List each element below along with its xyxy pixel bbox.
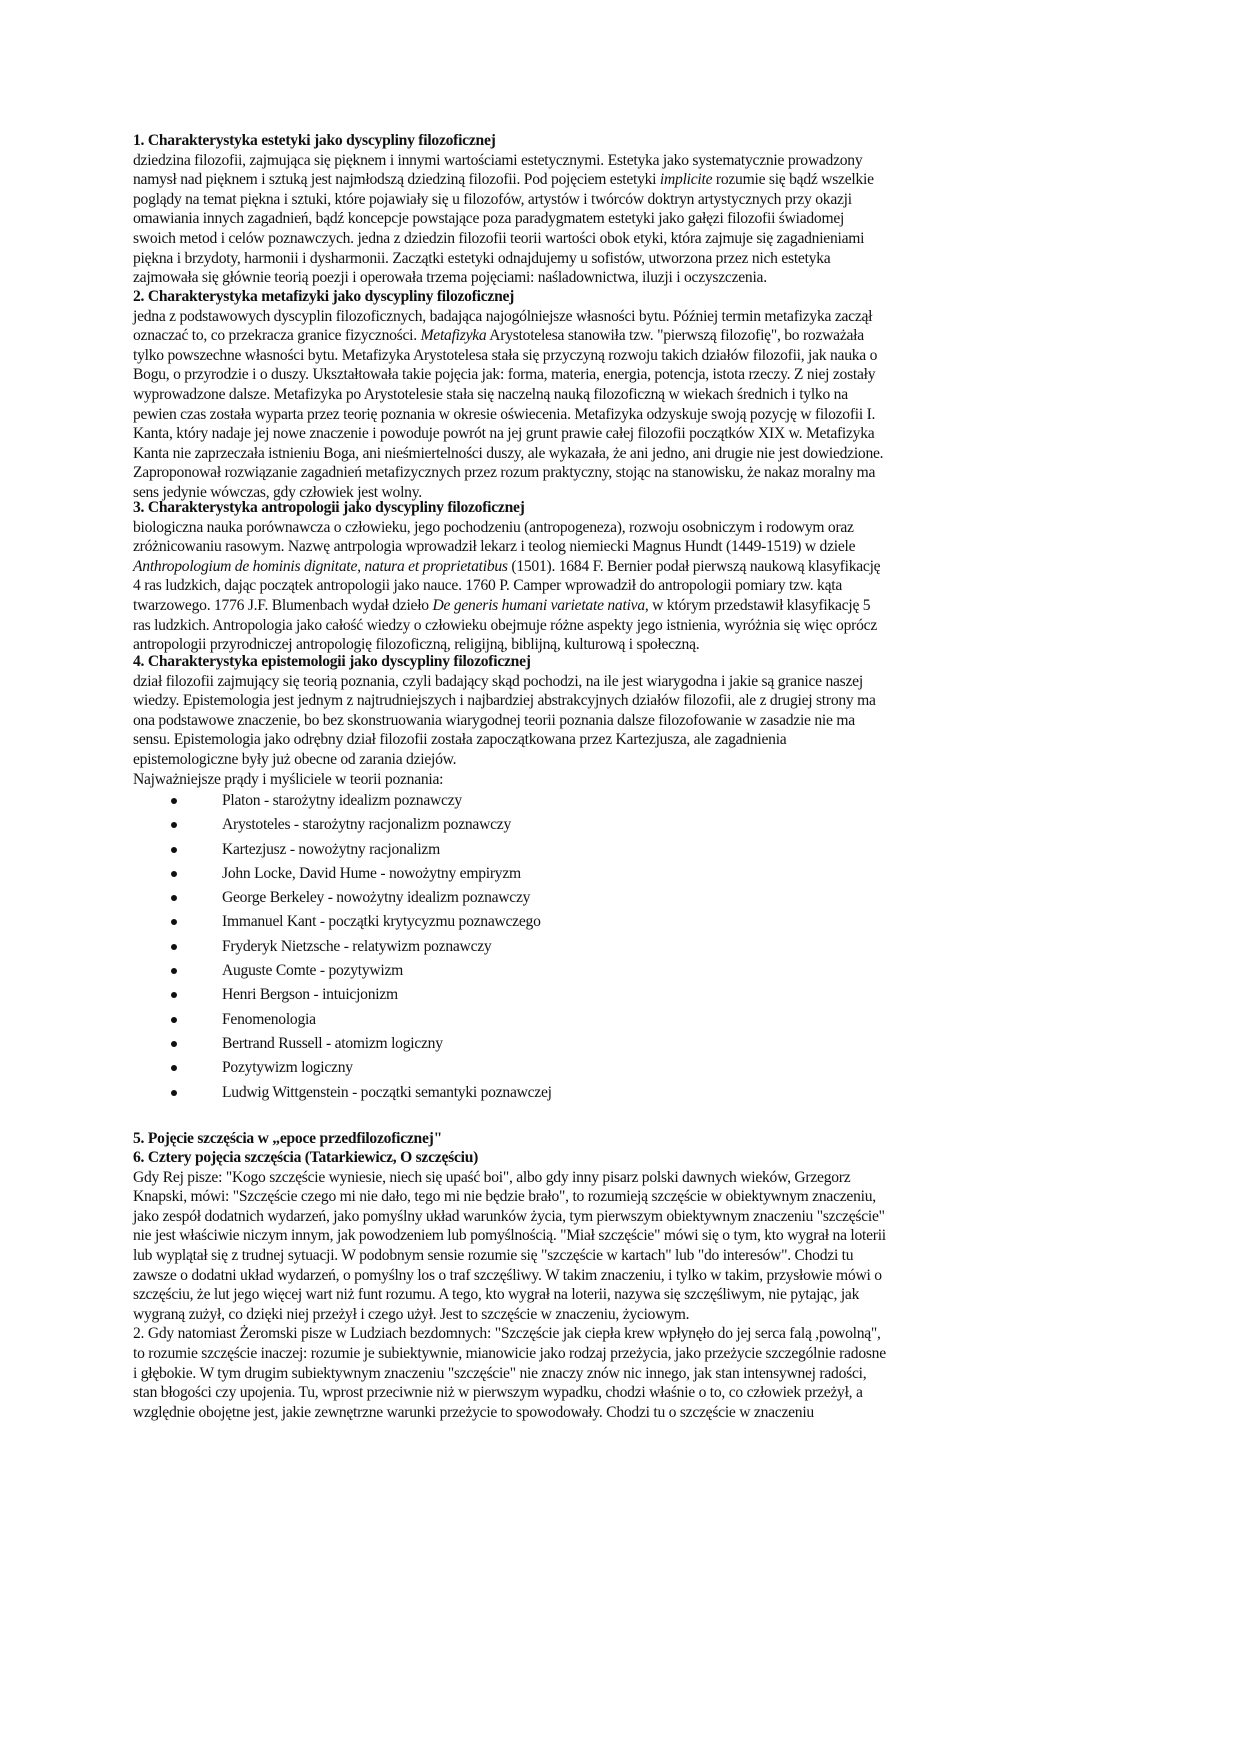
text-line: sensu. Epistemologia jako odrębny dział filozofii została zapoczątkowana przez Kartezjusza, ale zagadnienia <box>133 731 787 749</box>
list-item-text: Arystoteles - starożytny racjonalizm poznawczy <box>222 816 511 834</box>
list-item <box>133 886 1013 910</box>
list-item-text: Fenomenologia <box>222 1010 316 1028</box>
bullet-icon <box>171 919 177 925</box>
bullet-icon <box>171 822 177 828</box>
text-line: Bogu, o przyrodzie i o duszy. Ukształtowała takie pojęcia jak: forma, materia, energia, potencja, istota rzeczy. Z niej zostały <box>133 366 876 384</box>
thinkers-list <box>133 789 1013 1105</box>
text-line: szczęściu, że lut jego więcej wart niż funt rozumu. A tego, kto wygrał na loterii, nazywa się szczęśliwym, nie pytając, jak <box>133 1286 860 1304</box>
text-line: piękna i brzydoty, harmonii i dysharmonii. Zaczątki estetyki odnajdujemy u sofistów, utworzona przez nich estetyka <box>133 249 831 267</box>
section-body <box>133 672 1013 790</box>
section-heading: 6. Cztery pojęcia szczęścia (Tatarkiewicz, O szczęściu) <box>133 1149 479 1166</box>
text-line: lub wyplątał się z trudnej sytuacji. W podobnym sensie rozumie się "szczęście w kartach" lub "do interesów". Chodzi tu <box>133 1246 854 1264</box>
text-line: ona podstawowe znaczenie, bo bez skonstruowania wiarygodnej teorii poznania dalsze filozofowanie w zasadzie nie ma <box>133 711 855 729</box>
list-item <box>133 862 1013 886</box>
text-line: stan błogości czy upojenia. Tu, wprost przeciwnie niż w pierwszym wypadku, chodzi właśnie o to, co człowiek przeżył, a <box>133 1384 863 1402</box>
list-item-text: George Berkeley - nowożytny idealizm poznawczy <box>222 889 531 907</box>
text-line: nie jest właściwie niczym innym, jak powodzeniem lub pomyślnością. "Miał szczęście" mówi się o tym, kto wygrał na loterii <box>133 1227 886 1245</box>
text-line: Kanta nie zaprzeczała istnieniu Boga, ani nieśmiertelności duszy, ale wykazała, że ani jedno, ani drugie nie jest dowiedzione. <box>133 444 884 462</box>
section-body <box>133 151 1013 288</box>
bullet-icon <box>171 944 177 950</box>
text-line: twarzowego. 1776 J.F. Blumenbach wydał dzieło De generis humani varietate nativa, w którym przedstawił klasyfikację 5 <box>133 596 871 614</box>
text-line: zajmowała się głównie teorią poezji i operowała trzema pojęciami: naśladownictwa, iluzji i oczyszczenia. <box>133 269 767 287</box>
bullet-icon <box>171 1065 177 1071</box>
list-item-text: John Locke, David Hume - nowożytny empiryzm <box>222 864 521 882</box>
list-item <box>133 789 1013 813</box>
section-6 <box>133 1148 1013 1422</box>
bullet-icon <box>171 847 177 853</box>
section-body <box>133 1168 1013 1423</box>
text-line: biologiczna nauka porównawcza o człowieku, jego pochodzeniu (antropogeneza), rozwoju osobniczym i rodowym oraz <box>133 518 854 536</box>
text-line: zróżnicowaniu rasowym. Nazwę antrpologia wprowadził lekarz i teolog niemiecki Magnus Hundt (1449-1519) w dziele <box>133 538 856 556</box>
bullet-icon <box>171 871 177 877</box>
list-item <box>133 1081 1013 1105</box>
list-item <box>133 935 1013 959</box>
text-line: sens jedynie wówczas, gdy człowiek jest wolny. <box>133 483 422 501</box>
list-item-text: Bertrand Russell - atomizm logiczny <box>222 1034 443 1052</box>
text-line: Kanta, który nadaje jej nowe znaczenie i powoduje powrót na jej grunt prawie całej filozofii początków XIX w. Metafizyka <box>133 425 875 443</box>
section-4 <box>133 652 1013 789</box>
text-line: ras ludzkich. Antropologia jako całość wiedzy o człowieku obejmuje różne aspekty jego istnienia, wyróżnia się więc oprócz <box>133 616 877 634</box>
text-line: wyprowadzone dalsze. Metafizyka po Arystotelesie stała się naczelną nauką filozoficzną w wiekach średnich i tylko na <box>133 385 848 403</box>
text-line: pewien czas została wyparta przez teorię poznania w okresie oświecenia. Metafizyka odzyskuje swoją pozycję w filozofii I. <box>133 405 876 423</box>
section-heading: 1. Charakterystyka estetyki jako dyscypliny filozoficznej <box>133 132 496 149</box>
bullet-icon <box>171 992 177 998</box>
text-line: 2. Gdy natomiast Żeromski pisze w Ludziach bezdomnych: "Szczęście jak ciepła krew wpłynęło do jej serca falą ,powolną", <box>133 1325 881 1343</box>
list-item <box>133 959 1013 983</box>
bullet-icon <box>171 1090 177 1096</box>
text-line: poglądy na temat piękna i sztuki, które pojawiały się u filozofów, artystów i twórców doktryn artystycznych przy okazji <box>133 190 852 208</box>
text-line: Najważniejsze prądy i myśliciele w teorii poznania: <box>133 770 444 788</box>
text-line: Gdy Rej pisze: "Kogo szczęście wyniesie, niech się upaść boi", albo gdy inny pisarz polski dawnych wieków, Grzegorz <box>133 1168 851 1186</box>
section-body <box>133 518 1013 655</box>
text-line: dział filozofii zajmujący się teorią poznania, czyli badający skąd pochodzi, na ile jest wiarygodna i jakie są granice naszej <box>133 672 863 690</box>
text-line: swoich metod i celów poznawczych. jedna z dziedzin filozofii teorii wartości obok etyki, która zajmuje się zagadnieniami <box>133 229 865 247</box>
section-1 <box>133 131 1013 288</box>
list-item <box>133 1056 1013 1080</box>
text-line: epistemologiczne były już obecne od zarania dziejów. <box>133 750 457 768</box>
section-5 <box>133 1129 1013 1149</box>
list-item-text: Auguste Comte - pozytywizm <box>222 962 404 980</box>
text-line: Knapski, mówi: "Szczęście czego mi nie dało, tego mi nie będzie brało", to rozumieją szczęście w obiektywnym znaczeniu, <box>133 1188 876 1206</box>
text-line: jako zespół dodatnich wydarzeń, jako pomyślny układ warunków życia, tym pierwszym obiektywnym znaczeniu "szczęście" <box>133 1207 885 1225</box>
section-heading: 5. Pojęcie szczęścia w „epoce przedfilozoficznej" <box>133 1130 443 1147</box>
text-line: względnie obojętne jest, jakie zewnętrzne warunki przeżycie to spowodowały. Chodzi tu o szczęście w znaczeniu <box>133 1403 814 1421</box>
list-item-text: Henri Bergson - intuicjonizm <box>222 986 398 1004</box>
bullet-icon <box>171 1041 177 1047</box>
text-line: Zaproponował rozwiązanie zagadnień metafizycznych przez rozum praktyczny, stojąc na stanowisku, że nakaz moralny ma <box>133 464 876 482</box>
text-line: antropologii przyrodniczej antropologię filozoficzną, religijną, biblijną, kulturową i społeczną. <box>133 636 700 654</box>
section-body <box>133 307 1013 503</box>
section-3 <box>133 498 1013 655</box>
list-item-text: Pozytywizm logiczny <box>222 1059 353 1077</box>
bullet-icon <box>171 968 177 974</box>
bullet-icon <box>171 798 177 804</box>
text-line: zawsze o dodatni układ wydarzeń, o pomyślny los o traf szczęśliwy. W takim znaczeniu, i tylko w takim, przysłowie mówi o <box>133 1266 882 1284</box>
text-line: 4 ras ludzkich, dając początek antropologii jako nauce. 1760 P. Camper wprowadził do antropologii pomiary tzw. kąta <box>133 577 842 595</box>
text-line: to rozumie szczęście inaczej: rozumie je subiektywnie, mianowicie jako rodzaj przeżycia, jako przeżycie szczególnie radosne <box>133 1344 886 1362</box>
text-line: oznaczać to, co przekracza granice fizyczności. Metafizyka Arystotelesa stanowiła tzw. "pierwszą filozofię", bo rozważała <box>133 327 864 345</box>
list-item <box>133 983 1013 1007</box>
text-line: wygraną zużył, co dzięki niej przeżył i czego użył. Jest to szczęście w znaczeniu, życiowym. <box>133 1305 690 1323</box>
list-item <box>133 813 1013 837</box>
section-heading: 3. Charakterystyka antropologii jako dyscypliny filozoficznej <box>133 499 525 516</box>
bullet-icon <box>171 895 177 901</box>
text-line: jedna z podstawowych dyscyplin filozoficznych, badająca najogólniejsze własności bytu. Później termin metafizyka zaczął <box>133 307 873 325</box>
list-item <box>133 838 1013 862</box>
section-2 <box>133 287 1013 503</box>
text-line: wiedzy. Epistemologia jest jednym z najtrudniejszych i najbardziej abstrakcyjnych działów filozofii, ale z drugiej strony ma <box>133 692 876 710</box>
bullet-icon <box>171 1017 177 1023</box>
text-line: dziedzina filozofii, zajmująca się pięknem i innymi wartościami estetycznymi. Estetyka jako systematycznie prowadzony <box>133 151 863 169</box>
text-line: omawiania innych zagadnień, bądź koncepcje powstające poza paradygmatem estetyki jako gałęzi filozofii świadomej <box>133 210 845 228</box>
list-item-text: Ludwig Wittgenstein - początki semantyki poznawczej <box>222 1083 552 1101</box>
list-item-text: Immanuel Kant - początki krytycyzmu poznawczego <box>222 913 541 931</box>
list-item-text: Platon - starożytny idealizm poznawczy <box>222 792 462 809</box>
text-line: tylko powszechne własności bytu. Metafizyka Arystotelesa stała się przyczyną rozwoju takich działów filozofii, jak nauka o <box>133 346 878 364</box>
text-line: i głębokie. W tym drugim subiektywnym znaczeniu "szczęście" nie znaczy znów nic innego, jak stan intensywnej radości, <box>133 1364 867 1382</box>
list-item-text: Kartezjusz - nowożytny racjonalizm <box>222 840 440 858</box>
text-line: namysł nad pięknem i sztuką jest najmłodszą dziedziną filozofii. Pod pojęciem estetyki implicite rozumie się bądź wszelkie <box>133 171 874 189</box>
section-heading: 2. Charakterystyka metafizyki jako dyscypliny filozoficznej <box>133 288 515 305</box>
list-item <box>133 910 1013 934</box>
list-item <box>133 1008 1013 1032</box>
list-item <box>133 1032 1013 1056</box>
list-item-text: Fryderyk Nietzsche - relatywizm poznawczy <box>222 937 492 955</box>
section-heading: 4. Charakterystyka epistemologii jako dyscypliny filozoficznej <box>133 653 531 670</box>
text-line: Anthropologium de hominis dignitate, natura et proprietatibus (1501). 1684 F. Bernier podał pierwszą naukową klasyfikację <box>133 557 881 575</box>
